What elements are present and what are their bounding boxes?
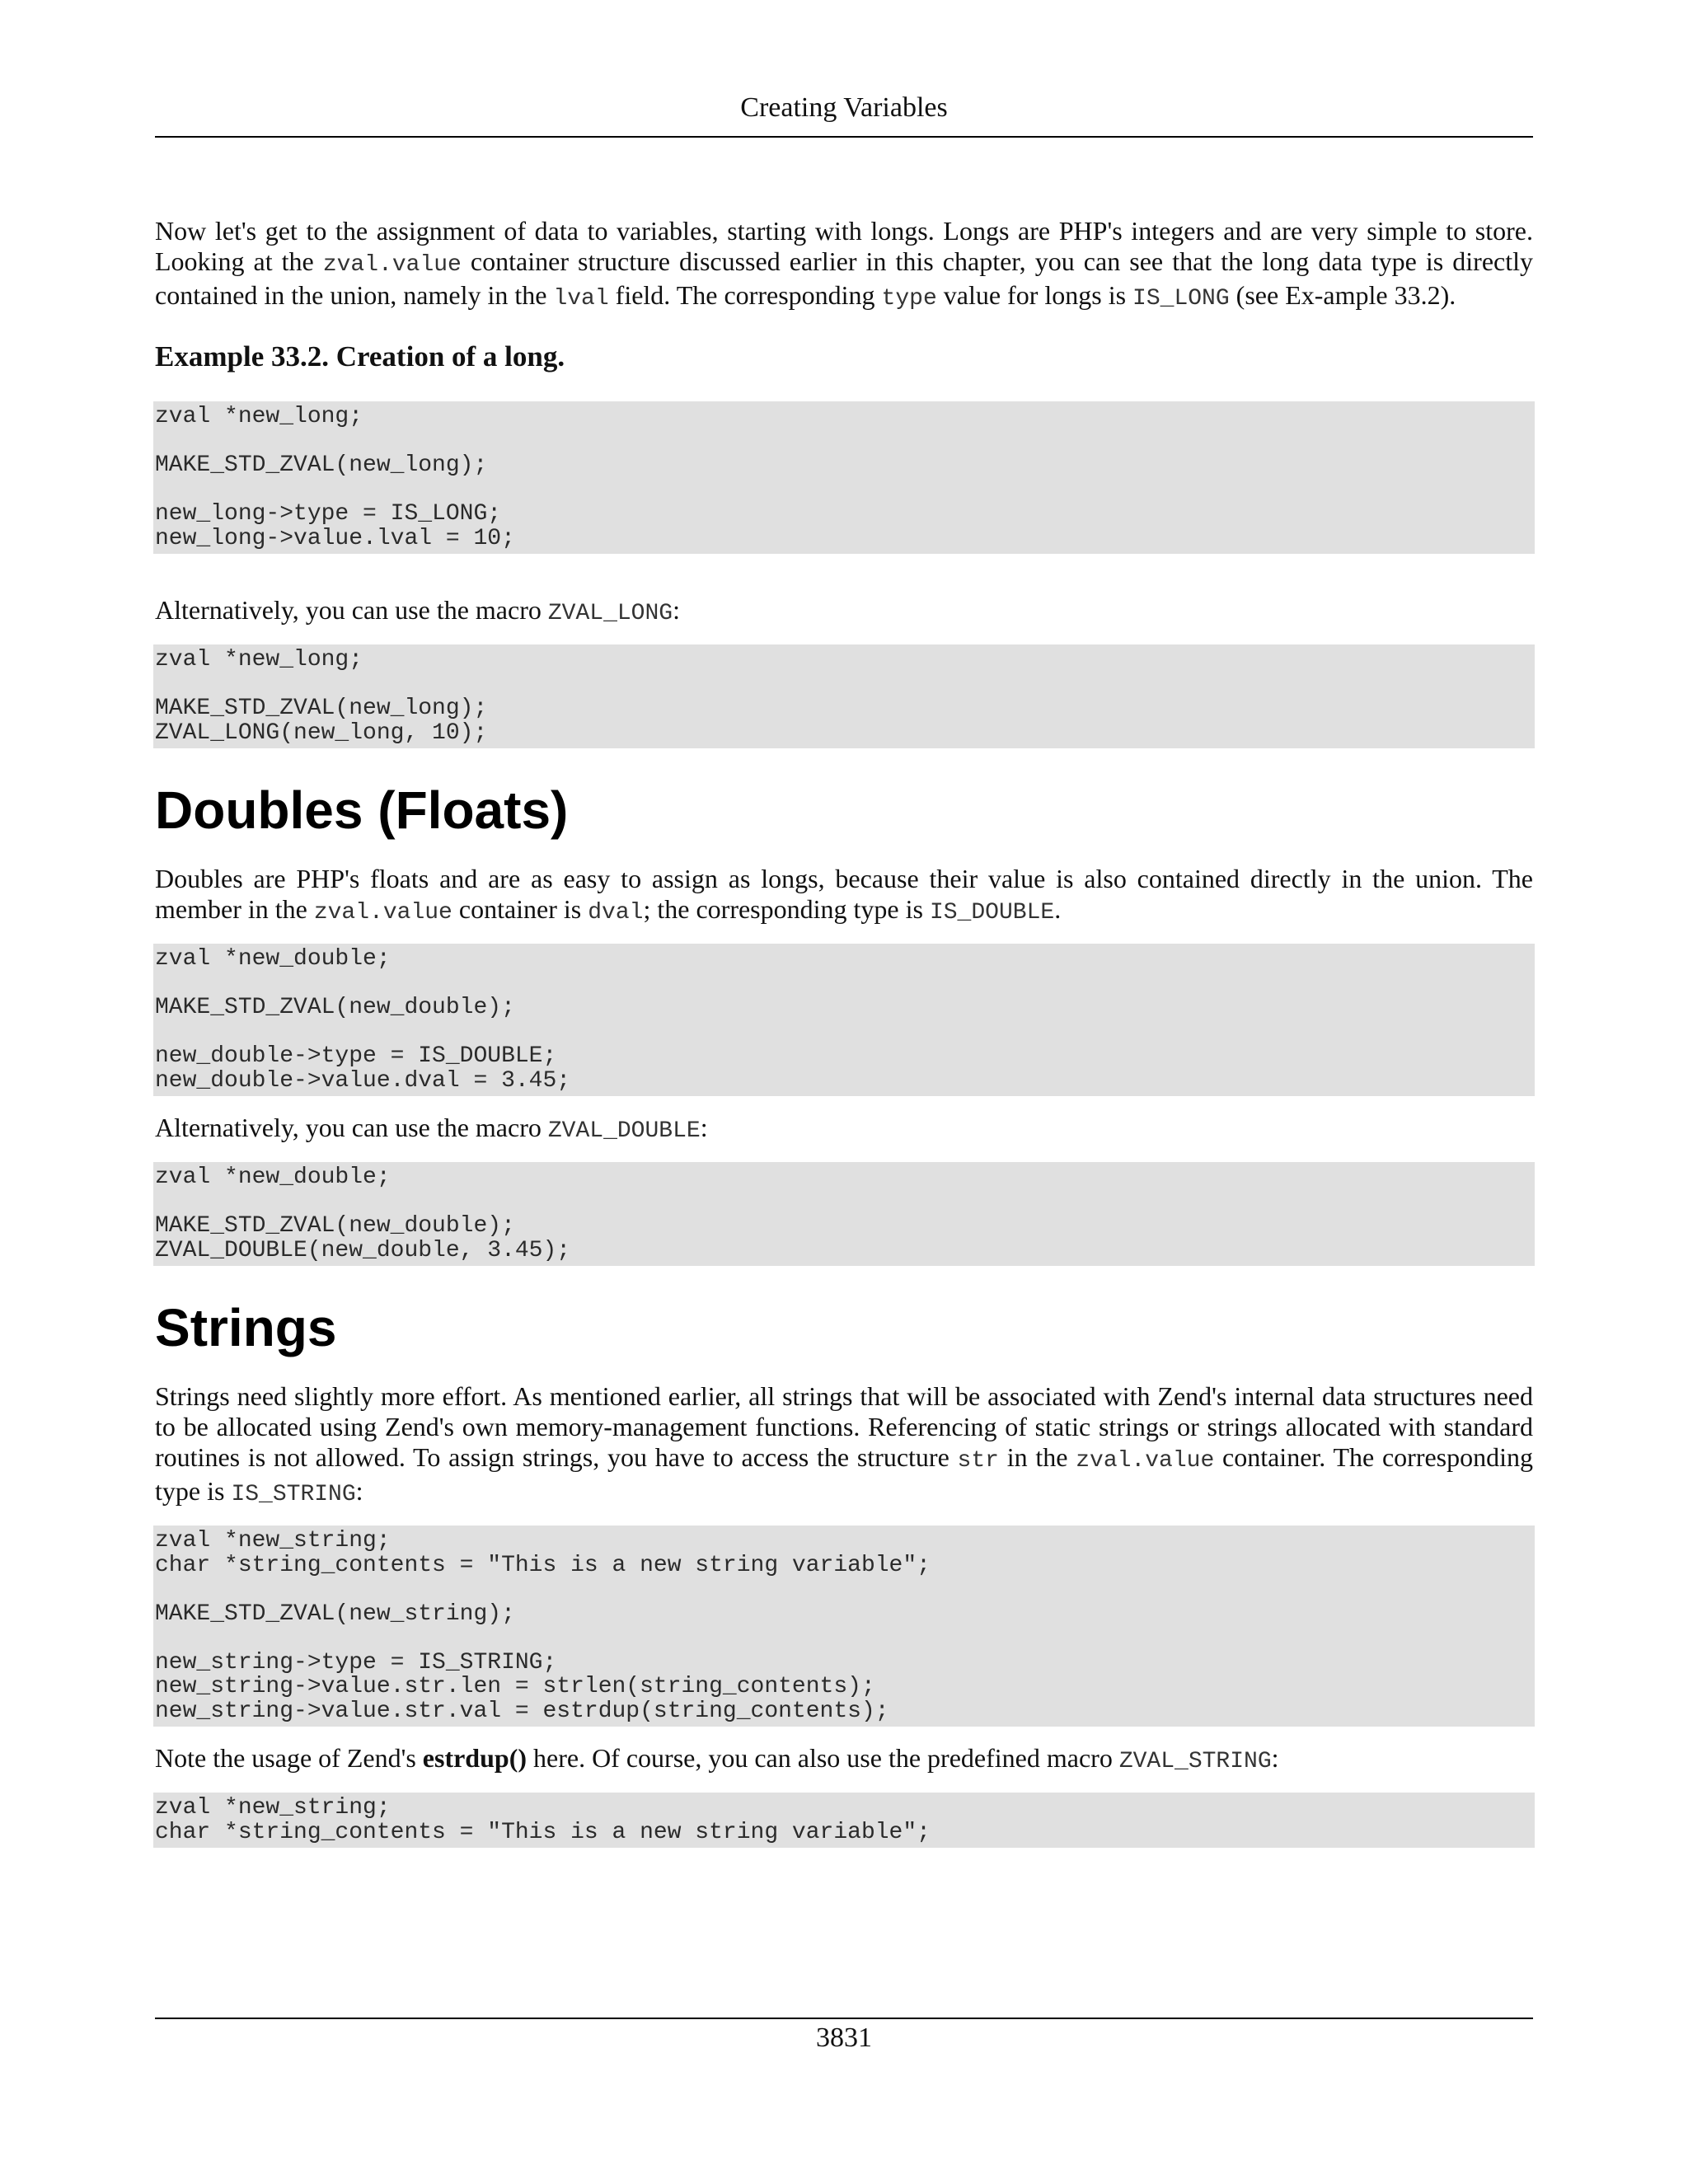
longs-paragraph: Now let's get to the assignment of data to variables, starting with longs. Longs are PHP's integers and are very simple to store. Looking at the zval.value container structure discussed earlier in this chapter, you can see that the long data type is directly contained in the union, namely in the lval field. The corresponding type value for longs is IS_LONG (see Ex-ample 33.2). [155,216,1534,312]
page-number: 3831 [816,2022,872,2053]
inline-code: IS_STRING [231,1482,356,1507]
inline-code: ZVAL_STRING [1118,1749,1272,1774]
inline-code: zval.value [1076,1448,1215,1474]
section-heading-doubles: Doubles (Floats) [155,780,569,840]
running-header: Creating Variables [740,92,948,123]
footer-rule [155,2018,1533,2019]
inline-code: zval.value [322,252,462,278]
alt-long-paragraph: Alternatively, you can use the macro ZVAL_LONG: [155,595,680,626]
inline-code: dval [588,900,644,926]
alt-double-paragraph: Alternatively, you can use the macro ZVAL_DOUBLE: [155,1113,708,1144]
inline-code: ZVAL_DOUBLE [547,1118,701,1144]
example-title: Example 33.2. Creation of a long. [155,340,565,373]
inline-code: zval.value [313,900,452,926]
inline-code: lval [553,286,609,312]
strings-paragraph: Strings need slightly more effort. As mentioned earlier, all strings that will be associated with Zend's internal data structures need to be allocated using Zend's own memory-management functions. Referencing of static strings or strings allocated with standard routines is not allowed. To assign strings, you have to access the structure str in the zval.value container. The corresponding type is IS_STRING: [155,1381,1534,1507]
inline-code: ZVAL_LONG [547,601,673,626]
doubles-paragraph: Doubles are PHP's floats and are as easy to assign as longs, because their value is also contained directly in the union. The member in the zval.value container is dval; the corresponding type is IS_DOUBLE. [155,864,1533,926]
code-block-double-macro: zval *new_double; MAKE_STD_ZVAL(new_double); ZVAL_DOUBLE(new_double, 3.45); [153,1162,1535,1266]
code-block-double: zval *new_double; MAKE_STD_ZVAL(new_double); new_double->type = IS_DOUBLE; new_double->value.dval = 3.45; [153,944,1535,1096]
inline-code: type [881,286,937,312]
function-name: estrdup() [422,1743,527,1773]
page-content [155,216,1533,1848]
note-paragraph: Note the usage of Zend's estrdup() here. Of course, you can also use the predefined macro ZVAL_STRING: [155,1743,1279,1774]
header-rule [155,136,1533,138]
code-block-string: zval *new_string; char *string_contents = "This is a new string variable"; MAKE_STD_ZVAL(new_string); new_string->type = IS_STRING; new_string->value.str.len = strlen(string_contents); new_string->value.str.val = estrdup(string_contents); [153,1526,1535,1727]
code-block-string-macro: zval *new_string; char *string_contents = "This is a new string variable"; [153,1793,1535,1848]
inline-code: str [957,1448,999,1474]
code-block-long-macro: zval *new_long; MAKE_STD_ZVAL(new_long); ZVAL_LONG(new_long, 10); [153,644,1535,748]
inline-code: IS_LONG [1132,286,1230,312]
section-heading-strings: Strings [155,1298,337,1357]
code-block-long: zval *new_long; MAKE_STD_ZVAL(new_long); new_long->type = IS_LONG; new_long->value.lval = 10; [153,401,1535,554]
inline-code: IS_DOUBLE [929,900,1055,926]
